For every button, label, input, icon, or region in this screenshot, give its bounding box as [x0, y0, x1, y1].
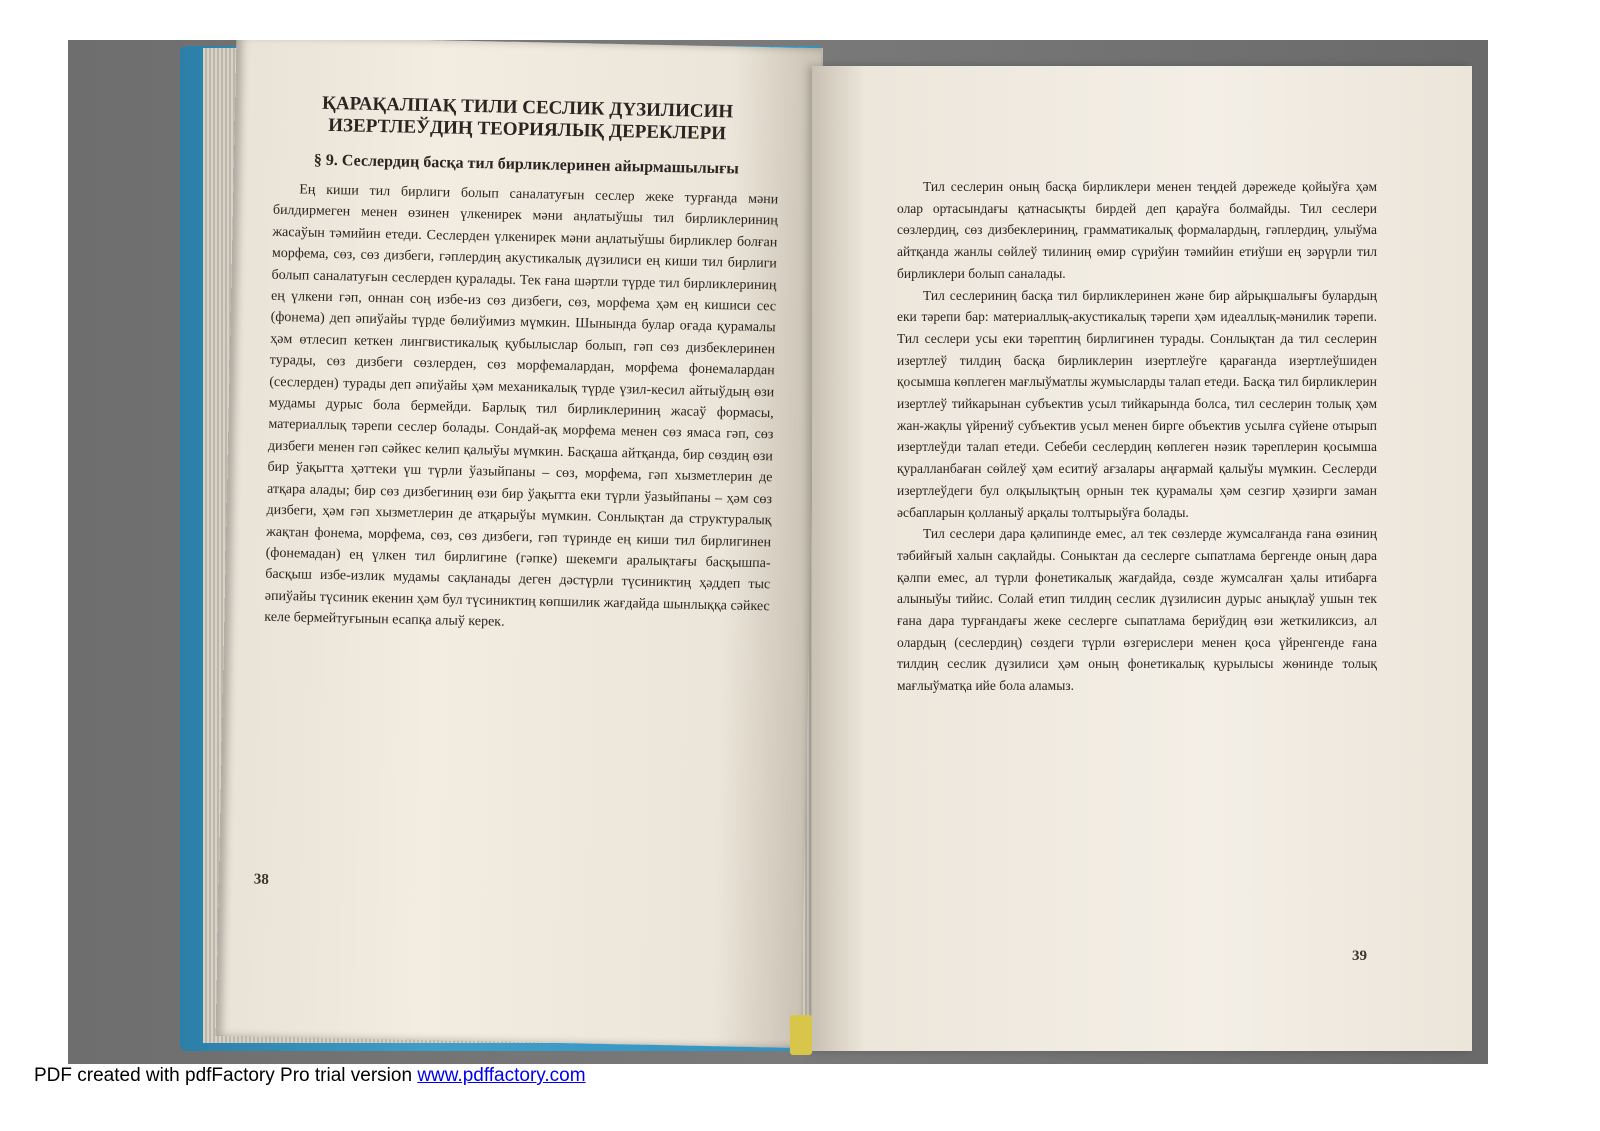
footer-link[interactable]: www.pdffactory.com — [417, 1065, 586, 1086]
right-paragraph-3: Тил сеслери дара қәлипинде емес, ал тек сөзлерде жумсалғанда ғана өзиниң тәбийғый халын сақлайды. Соныктан да сеслерге сыпатлама бергенде оның дара қәлпи емес, ал түрли фонетикалық жағдайда, сөзде жумсалған ҳалы итибарға алыныўы тийис. Солай етип тилдиң сеслик дүзилисин дурыс анықлаў ушын тек ғана дара турғандағы жеке сеслерге сыпатлама бериўдиң өзи жеткиликсиз, ал олардың (сеслердиң) сөздеги түрли өзгерислери менен қоса үйренгенде ғана тилдиң сеслик дүзилиси ҳәм оның фонетикалық қурылысы жөнинде толық мағлыўматқа ийе бола аламыз. — [897, 526, 1377, 694]
right-paragraph-2: Тил сеслериниң басқа тил бирликлеринен және бир айрықшалығы булардың еки тәрепи бар: материаллық-акустикалық тәрепи ҳәм идеаллық-мәнилик тәрепи. Тил сеслери усы еки тәрептиң бирлигинен турады. Сонлықтан да тил сеслерин изертлеў тилдиң басқа бирликлерин изертлеўге қарағанда изертлеўшиден қосымша көплеген мағлыўматлы жумысларды талап етеди. Басқа тил бирликлерин изертлеў тийкарынан субъектив усыл тийкарында болса, тил сеслерин толық ҳәм жан-жақлы үйрениў субъектив усыл менен бирге объектив усылға сүйене отырып изертлеўди талап етеди. Себеби сеслердиң көплеген нәзик тәреплерин қосымша қуралланбаған сөйлеў ҳәм еситиў ағзалары аңғармай қалыўы мүмкин. Сеслерди изертлеўдеги бул олқылықтың орнын тек қурамалы ҳәм сезгир ҳәзирги заман әсбапларын қолланыў арқалы толтырыўға болады. — [897, 287, 1377, 520]
chapter-title: ҚАРАҚАЛПАҚ ТИЛИ СЕСЛИК ДҮЗИЛИСИН ИЗЕРТЛЕЎДИҢ ТЕОРИЯЛЫҚ ДЕРЕКЛЕРИ — [321, 92, 734, 145]
left-page — [216, 40, 822, 1048]
pdf-footer — [34, 1065, 586, 1087]
page-number-left: 38 — [253, 871, 270, 888]
footer-text: PDF created with pdfFactory Pro trial version — [34, 1065, 418, 1086]
scanned-book-photo — [68, 40, 1488, 1064]
right-page — [812, 66, 1472, 1051]
right-paragraph-1: Тил сеслерин оның басқа бирликлери менен теңдей дәрежеде қойыўға ҳәм олар ортасындағы қатнасықты бирдей деп қараўға болмайды. Тил сеслери сөзлердиң, сөз дизбеклериниң, грамматикалық формалардың, гәплердиң, улыўма айтқанда жанлы сөйлеў тилиниң өмир сүриўин тәмийин етиўши ең зәрүрли тил бирликлери болып саналады. — [897, 179, 1377, 281]
left-page-content — [264, 92, 780, 639]
bookmark-ribbon — [790, 1015, 812, 1055]
section-title: § 9. Сеслердиң басқа тил бирликлеринен айырмашылығы — [313, 151, 740, 178]
left-paragraph: Ең киши тил бирлиги болып саналатуғын сеслер жеке турғанда мәни билдирмеген менен өзинен үлкенирек мәни аңлатыўшы тил бирликлериниң жасаўын тәмийин етеди. Сеслерден үлкенирек мәни аңлатыўшы бирликлер болған морфема, сөз, сөз дизбеги, гәплердиң акустикалық дүзилиси ең киши тил бирлиги болып саналатуғын сеслерден қуралады. Тек ғана шәртли түрде тил бирликлериниң ең үлкени гәп, оннан соң избе-из сөз дизбеги, сөз, морфема ҳәм ең кишиси сес (фонема) деп әпиўайы түрде бөлиўимиз мүмкин. Шынында булар оғада қурамалы ҳәм өтлесип кеткен лингвистикалық қубылыслар болып, гәп сөз дизбеклеринен турады, сөз дизбеги сөзлерден, сөз морфемалардан, морфема фонемалардан (сеслерден) турады деп әпиўайы ҳәм механикалық түрде үзил-кесил айтыўдың өзи мудамы дурыс бола бермейди. Барлық тил бирликлериниң жасаў формасы, материаллық тәрепи сеслер болады. Сондай-ақ морфема менен сөз ямаса гәп, сөз дизбеги менен гәп сәйкес келип қалыўы мүмкин. Басқаша айтқанда, бир сөздиң өзи бир ўақытта ҳәттеки үш түрли ўазыйпаны – сөз, морфема, гәп хызметлерин де атқара алады; бир сөз дизбегиниң өзи бир ўақытта еки түрли ўазыйпаны – ҳәм сөз дизбеги, ҳәм гәп хызметлерин де атқарыўы мүмкин. Сонлықтан да структуралық жақтан фонема, морфема, сөз, сөз дизбеги, гәп түринде ең киши тил бирлигинен (фонемадан) ең үлкен тил бирлигине (гәпке) шекемги аралықтағы басқышпа-басқыш избе-излик мудамы сақланады деген дәстүрли түсиниктиң ҳәддеп тыс әпиўайы түсиник екенин ҳәм бул түсиниктиң көпшилик жағдайда шынлыққа сәйкес келе бермейтуғынын есапқа алыў керек. — [264, 182, 779, 630]
page-number-right: 39 — [1352, 948, 1367, 964]
right-page-content — [897, 176, 1377, 697]
